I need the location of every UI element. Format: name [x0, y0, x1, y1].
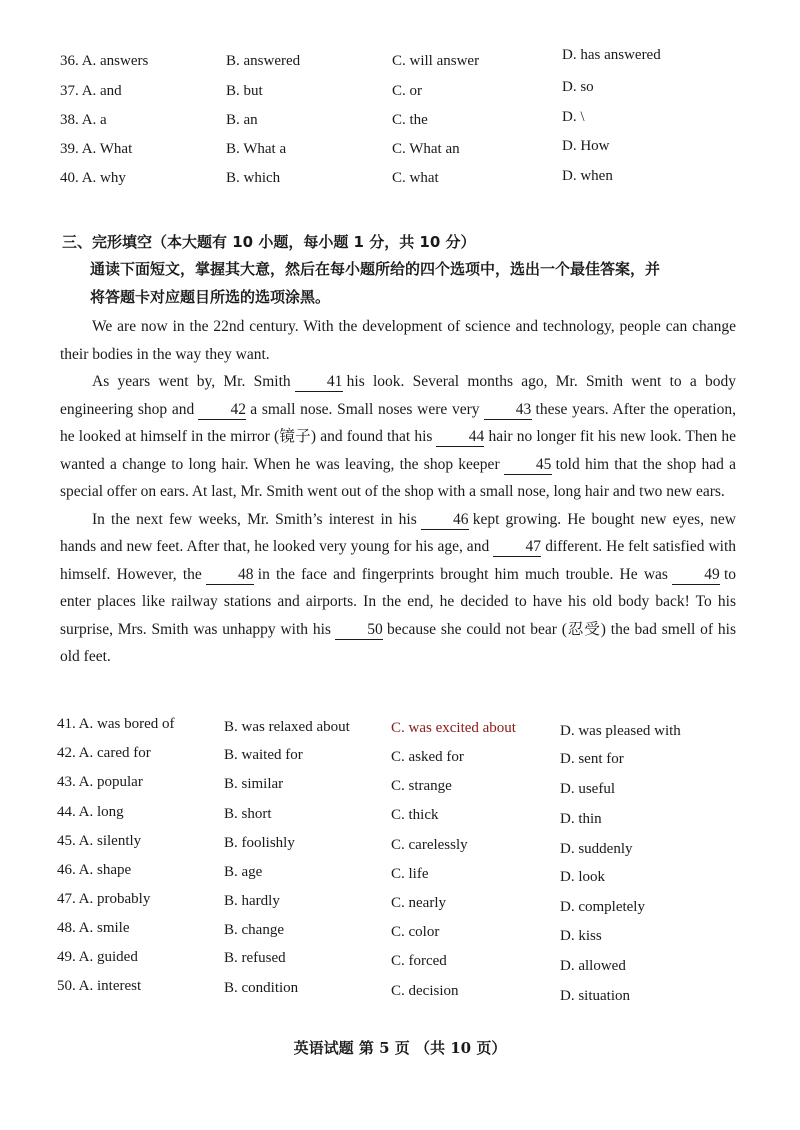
- option-45-d: D. suddenly: [560, 841, 633, 857]
- option-row-37: [0, 79, 800, 107]
- option-37-b: B. but: [226, 83, 263, 99]
- option-46-b: B. age: [224, 864, 263, 880]
- option-39-b: B. What a: [226, 141, 287, 157]
- blank-45: 45: [504, 456, 552, 475]
- option-36-c: C. will answer: [392, 53, 480, 69]
- cloze-passage: [60, 313, 736, 671]
- passage-paragraph-3: In the next few weeks, Mr. Smith’s interest in his 46 kept growing. He bought new eyes, new hands and new feet. After that, he looked very young for his age, and 47 different. He felt satisfied with himself. However, the 48 in the face and fingerprints brought him much trouble. He was 49 to enter places like railway stations and airports. In the end, he decided to have his old body back! To his surprise, Mrs. Smith was unhappy with his 50 because she could not bear (忍受) the bad smell of his old feet.: [60, 510, 737, 665]
- section-instruction-line-2: 将答题卡对应题目所选的选项涂黑。: [90, 288, 331, 306]
- option-47-d: D. completely: [560, 899, 645, 915]
- option-41-d: D. was pleased with: [560, 723, 681, 739]
- option-39-c: C. What an: [392, 141, 460, 157]
- option-46-c: C. life: [391, 866, 429, 882]
- option-40-b: B. which: [226, 170, 281, 186]
- option-43-a: 43. A. popular: [57, 774, 143, 790]
- section-title: 三、完形填空（本大题有 10 小题，每小题 1 分，共 10 分）: [62, 233, 476, 251]
- option-row-41: [0, 716, 800, 740]
- option-50-d: D. situation: [560, 988, 630, 1004]
- option-48-b: B. change: [224, 922, 284, 938]
- option-48-d: D. kiss: [560, 928, 602, 944]
- option-41-a: 41. A. was bored of: [57, 716, 175, 732]
- blank-43: 43: [484, 401, 532, 420]
- option-41-b: B. was relaxed about: [224, 719, 350, 735]
- option-45-a: 45. A. silently: [57, 833, 142, 849]
- option-50-c: C. decision: [391, 983, 459, 999]
- passage-paragraph-2: As years went by, Mr. Smith 41 his look. Several months ago, Mr. Smith went to a body engineering shop and 42 a small nose. Small noses were very 43 these years. After the operation, he looked at himself in the mirror (镜子) and found that his 44 hair no longer fit his new look. Then he wanted a change to long hair. When he was leaving, the shop keeper 45 told him that the shop had a special offer on ears. At last, Mr. Smith went out of the shop with a small nose, long hair and two new ears.: [60, 373, 737, 500]
- option-36-b: B. answered: [226, 53, 301, 69]
- option-42-b: B. waited for: [224, 747, 303, 763]
- blank-46: 46: [421, 511, 469, 530]
- option-48-a: 48. A. smile: [57, 920, 130, 936]
- option-38-c: C. the: [392, 112, 428, 128]
- section-instruction-line-1: 通读下面短文，掌握其大意，然后在每小题所给的四个选项中，选出一个最佳答案，并: [90, 260, 661, 278]
- option-42-c: C. asked for: [391, 749, 464, 765]
- option-47-a: 47. A. probably: [57, 891, 151, 907]
- option-42-a: 42. A. cared for: [57, 745, 151, 761]
- page-footer: 英语试题 第 5 页 （共 10 页）: [293, 1039, 507, 1057]
- option-45-b: B. foolishly: [224, 835, 295, 851]
- option-42-d: D. sent for: [560, 751, 624, 767]
- option-41-c: C. was excited about: [391, 720, 516, 736]
- option-44-a: 44. A. long: [57, 804, 124, 820]
- option-40-c: C. what: [392, 170, 439, 186]
- option-row-46: [0, 862, 800, 886]
- option-49-a: 49. A. guided: [57, 949, 138, 965]
- option-row-47: [0, 891, 800, 915]
- option-44-c: C. thick: [391, 807, 439, 823]
- option-47-c: C. nearly: [391, 895, 446, 911]
- option-49-d: D. allowed: [560, 958, 626, 974]
- option-43-d: D. useful: [560, 781, 615, 797]
- option-48-c: C. color: [391, 924, 440, 940]
- blank-41: 41: [295, 373, 343, 392]
- blank-48: 48: [206, 566, 254, 585]
- option-44-b: B. short: [224, 806, 272, 822]
- option-row-49: [0, 949, 800, 973]
- blank-44: 44: [436, 428, 484, 447]
- option-45-c: C. carelessly: [391, 837, 468, 853]
- option-49-b: B. refused: [224, 950, 286, 966]
- option-39-a: 39. A. What: [60, 141, 133, 157]
- option-39-d: D. How: [562, 138, 610, 154]
- option-row-48: [0, 920, 800, 944]
- option-37-d: D. so: [562, 79, 594, 95]
- option-43-c: C. strange: [391, 778, 452, 794]
- option-47-b: B. hardly: [224, 893, 280, 909]
- passage-paragraph-1: We are now in the 22nd century. With the development of science and technology, people can change their bodies in the way they want.: [60, 318, 736, 363]
- option-50-b: B. condition: [224, 980, 299, 996]
- option-44-d: D. thin: [560, 811, 602, 827]
- option-36-a: 36. A. answers: [60, 53, 149, 69]
- option-row-42: [0, 745, 800, 769]
- option-row-40: [0, 170, 800, 194]
- option-row-44: [0, 804, 800, 828]
- option-row-36: [0, 47, 800, 77]
- option-row-43: [0, 774, 800, 798]
- blank-50: 50: [335, 621, 383, 640]
- option-row-45: [0, 833, 800, 857]
- option-49-c: C. forced: [391, 953, 447, 969]
- option-46-a: 46. A. shape: [57, 862, 132, 878]
- option-46-d: D. look: [560, 869, 605, 885]
- option-36-d: D. has answered: [562, 47, 661, 63]
- option-50-a: 50. A. interest: [57, 978, 142, 994]
- blank-49: 49: [672, 566, 720, 585]
- blank-47: 47: [493, 538, 541, 557]
- option-row-50: [0, 978, 800, 1002]
- option-38-d: D. \: [562, 109, 585, 125]
- option-40-a: 40. A. why: [60, 170, 126, 186]
- option-37-c: C. or: [392, 83, 422, 99]
- option-38-a: 38. A. a: [60, 112, 107, 128]
- blank-42: 42: [198, 401, 246, 420]
- option-43-b: B. similar: [224, 776, 284, 792]
- option-37-a: 37. A. and: [60, 83, 122, 99]
- option-row-38: [0, 109, 800, 136]
- option-38-b: B. an: [226, 112, 258, 128]
- option-40-d: D. when: [562, 168, 613, 184]
- option-row-39: [0, 138, 800, 165]
